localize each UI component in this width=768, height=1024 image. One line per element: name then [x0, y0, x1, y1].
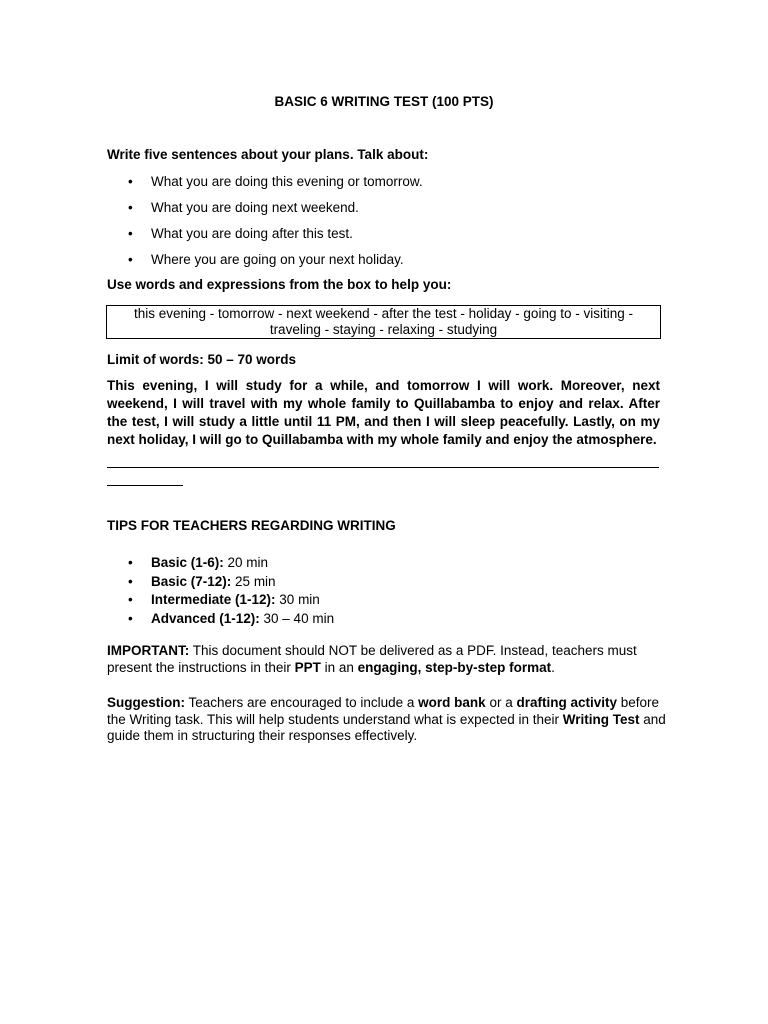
bullet-icon: • — [128, 610, 133, 626]
tips-heading: TIPS FOR TEACHERS REGARDING WRITING — [107, 518, 396, 533]
bullet-icon: • — [128, 252, 133, 267]
tip-time: 30 – 40 min — [259, 610, 335, 626]
suggestion-text: or a — [485, 695, 517, 710]
word-limit: Limit of words: 50 – 70 words — [107, 352, 297, 367]
ppt-term: PPT — [294, 659, 321, 675]
list-item-text: What you are doing this evening or tomorrow. — [151, 174, 423, 189]
word-box-line: this evening - tomorrow - next weekend - after the test - holiday - going to - visiting - — [134, 306, 633, 321]
list-item — [107, 591, 334, 610]
bullet-icon: • — [128, 592, 133, 607]
list-item — [107, 200, 423, 226]
list-item — [107, 226, 423, 252]
list-item-text: What you are doing next weekend. — [151, 200, 359, 215]
format-term: engaging, step-by-step format — [357, 659, 552, 675]
tip-time: 25 min — [231, 573, 276, 589]
tip-level: Advanced (1-12): — [151, 610, 260, 626]
important-text: in an — [320, 659, 358, 675]
important-text: This document should NOT be delivered as a PDF. Instead, teachers must present the instructions in their — [107, 643, 637, 675]
tip-level: Basic (1-6): — [151, 555, 224, 570]
word-bank-term: word bank — [418, 695, 486, 710]
tips-list — [107, 554, 334, 628]
drafting-term: drafting activity — [516, 695, 617, 710]
list-item — [107, 573, 334, 592]
list-item — [107, 554, 334, 573]
suggestion-text: before the Writing task. This will help students understand what is expected in their — [107, 695, 660, 727]
box-instruction: Use words and expressions from the box to help you: — [107, 277, 452, 292]
bullet-icon: • — [128, 555, 133, 570]
list-item — [107, 174, 423, 200]
suggestion-note — [107, 695, 667, 745]
suggestion-label: Suggestion: — [107, 695, 185, 710]
list-item-text: Where you are going on your next holiday. — [151, 252, 404, 267]
tip-level: Intermediate (1-12): — [151, 592, 276, 607]
important-label: IMPORTANT: — [107, 643, 190, 658]
list-item — [107, 252, 423, 278]
important-note — [107, 643, 667, 676]
student-answer: This evening, I will study for a while, and tomorrow I will work. Moreover, next weekend, I will travel with my whole family to Quillabamba to enjoy and relax. After the test, I will study a little until 11 PM, and then I will sleep peacefully. Lastly, on my next holiday, I will go to Quillabamba with my whole family and enjoy the atmosphere. — [107, 378, 660, 447]
bullet-icon: • — [128, 200, 133, 215]
plan-list — [107, 174, 423, 278]
writing-test-term: Writing Test — [562, 711, 640, 727]
word-box — [106, 305, 661, 339]
bullet-icon: • — [128, 573, 133, 589]
list-item — [107, 610, 334, 629]
answer-line — [107, 485, 183, 486]
important-text: . — [551, 659, 555, 675]
suggestion-text: and guide them in structuring their responses effectively. — [107, 711, 666, 743]
word-box-line: traveling - staying - relaxing - studying — [269, 322, 498, 337]
writing-prompt: Write five sentences about your plans. Talk about: — [107, 147, 429, 162]
tip-time: 20 min — [223, 555, 269, 570]
page-title: BASIC 6 WRITING TEST (100 PTS) — [274, 94, 494, 109]
tip-level: Basic (7-12): — [151, 573, 232, 589]
bullet-icon: • — [128, 174, 133, 189]
list-item-text: What you are doing after this test. — [151, 226, 353, 241]
bullet-icon: • — [128, 226, 133, 241]
tip-time: 30 min — [275, 592, 320, 607]
suggestion-text: Teachers are encouraged to include a — [185, 695, 419, 710]
answer-line — [107, 467, 659, 468]
